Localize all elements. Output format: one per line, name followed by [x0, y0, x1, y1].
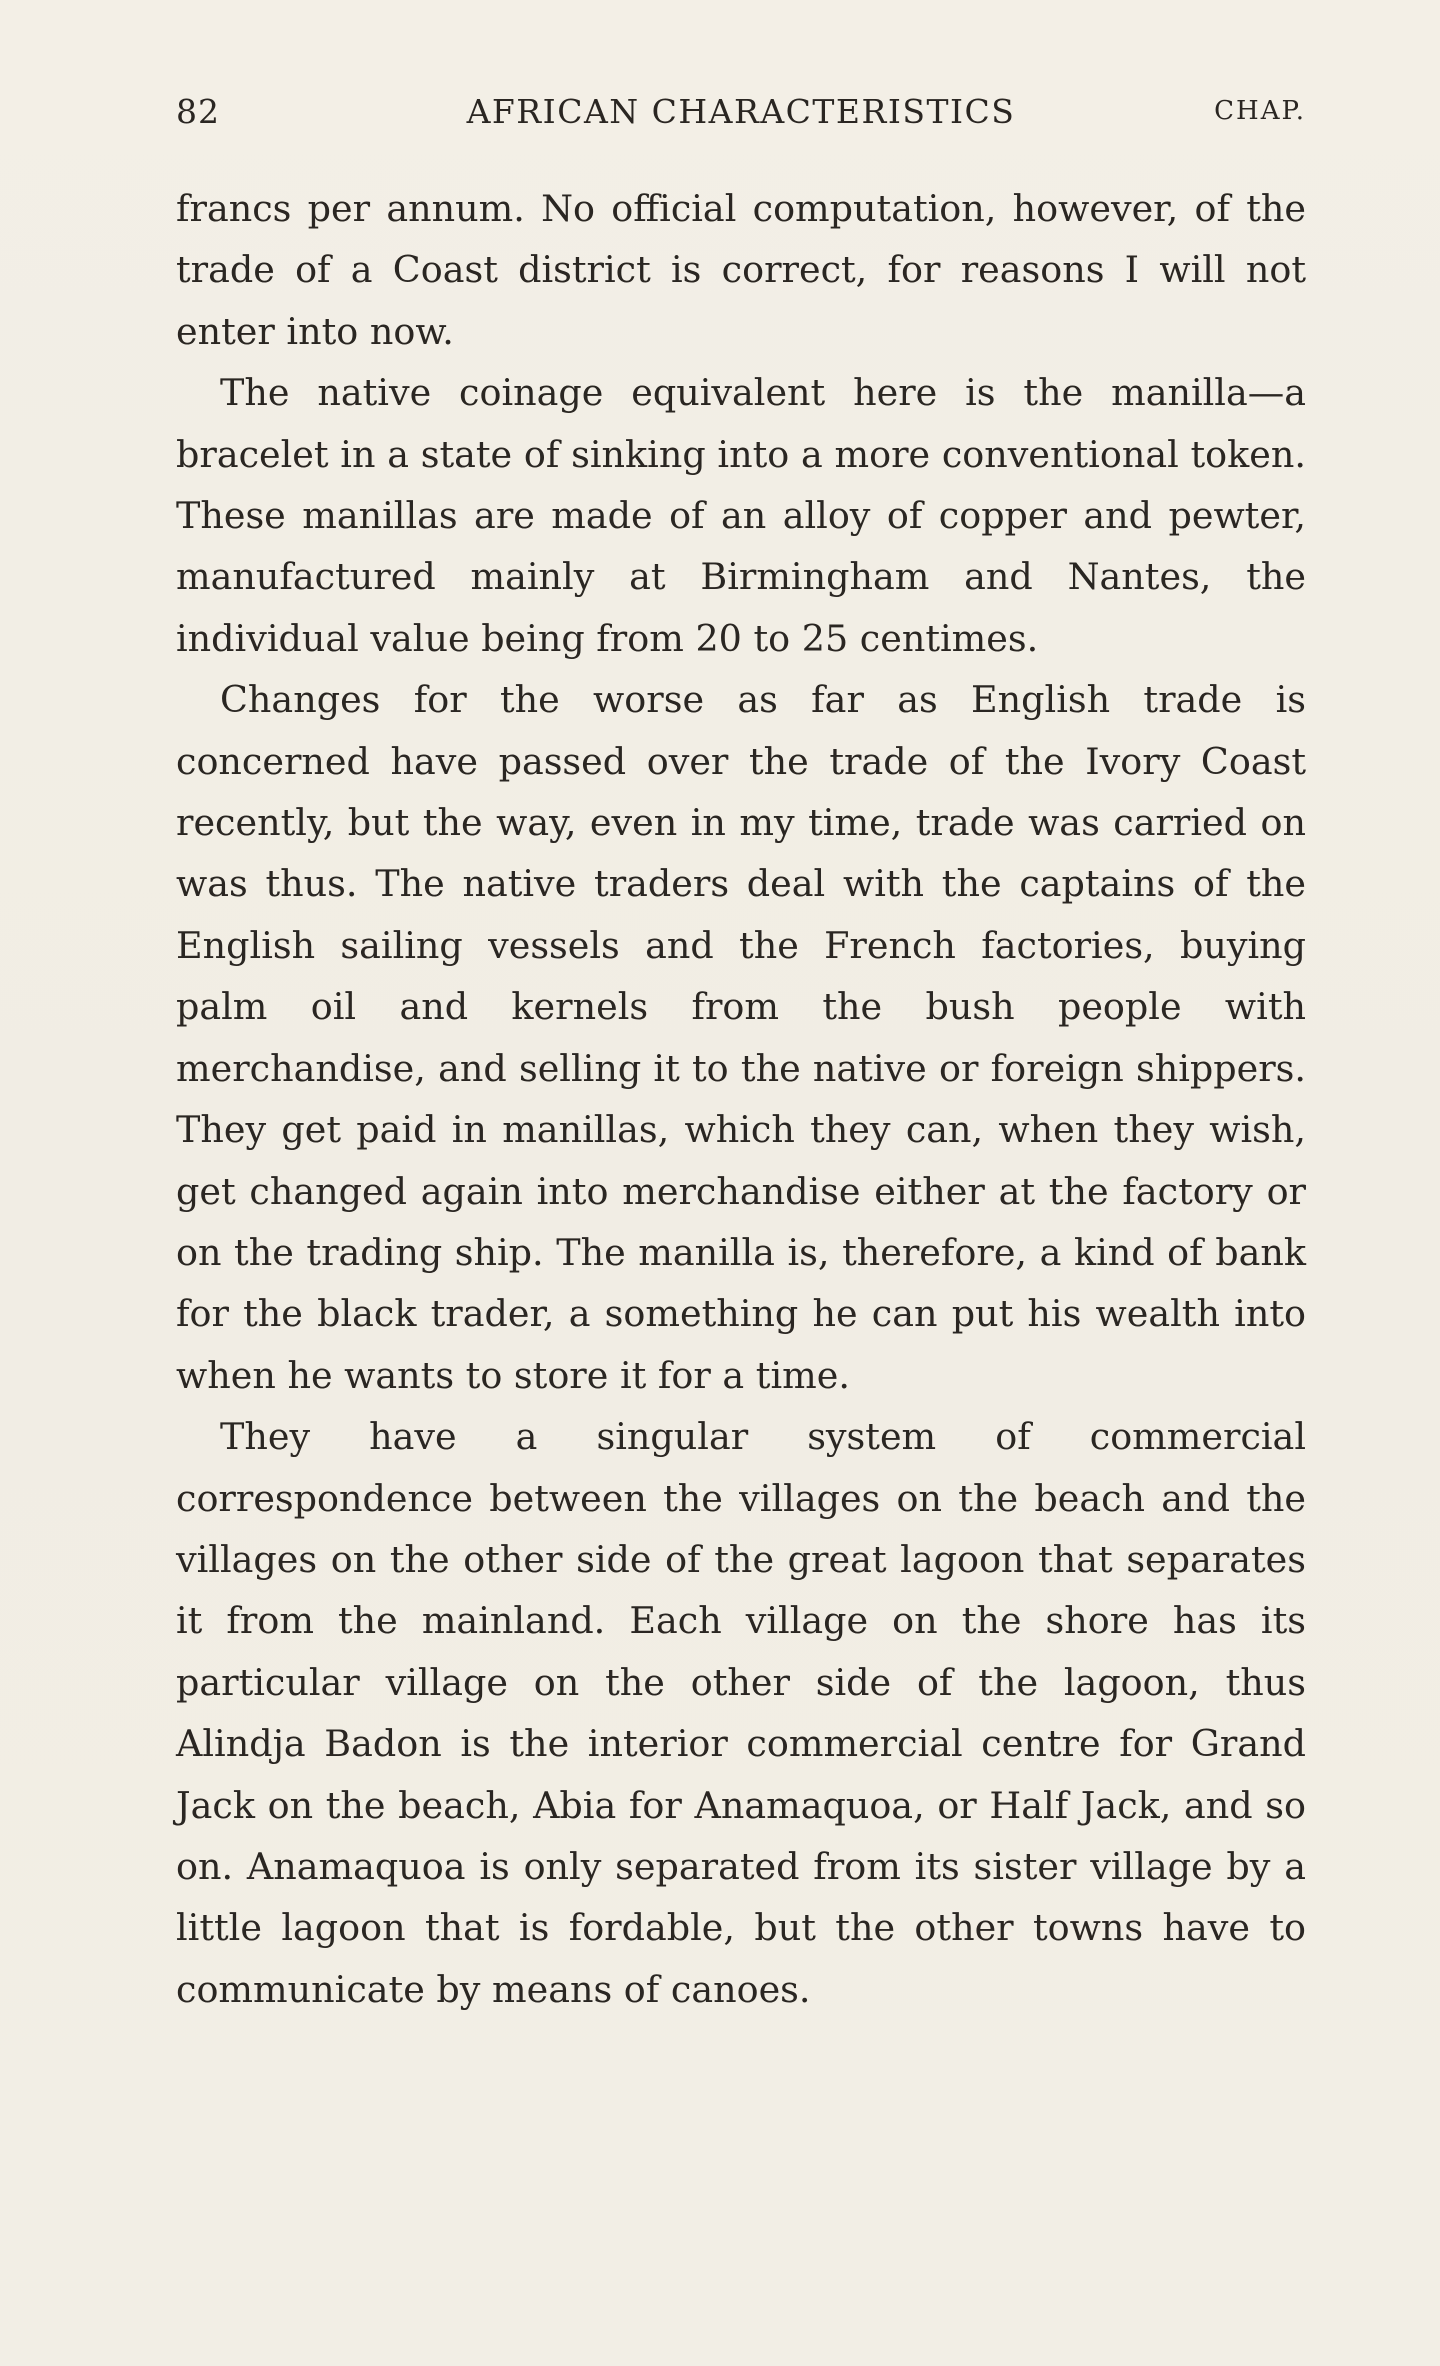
running-title: AFRICAN CHARACTERISTICS — [466, 92, 1016, 131]
chapter-label: CHAP. — [1214, 96, 1306, 126]
page-number: 82 — [176, 92, 220, 131]
paragraph-3: Changes for the worse as far as English trade is concerned have passed over the trade of the Ivory Coast recently, but the way, even in my time, trade was carried on was thus. The native traders deal with the captains of the English sailing vessels and the French factories, buying palm oil and kernels from the bush people with merchandise, and selling it to the native or foreign shippers. They get paid in manillas, which they can, when they wish, get changed again into merchandise either at the factory or on the trading ship. The manilla is, therefore, a kind of bank for the black trader, a something he can put his wealth into when he wants to store it for a time. — [176, 678, 1306, 1397]
running-head — [176, 92, 1306, 142]
paragraph-1: francs per annum. No official computation, however, of the trade of a Coast district is correct, for reasons I will not enter into now. — [176, 187, 1306, 353]
paragraph-2: The native coinage equivalent here is the manilla—a bracelet in a state of sinking into a more conventional token. These manillas are made of an alloy of copper and pewter, manufactured mainly at Birmingham and Nantes, the individual value being from 20 to 25 centimes. — [176, 371, 1306, 660]
paragraph-4: They have a singular system of commercial correspondence between the villages on the beach and the villages on the other side of the great lagoon that separates it from the mainland. Each village on the shore has its particular village on the other side of the lagoon, thus Alindja Badon is the interior commercial centre for Grand Jack on the beach, Abia for Anamaquoa, or Half Jack, and so on. Anamaquoa is only separated from its sister village by a little lagoon that is fordable, but the other towns have to communicate by means of canoes. — [176, 1415, 1306, 2011]
body-text — [176, 178, 1306, 2020]
